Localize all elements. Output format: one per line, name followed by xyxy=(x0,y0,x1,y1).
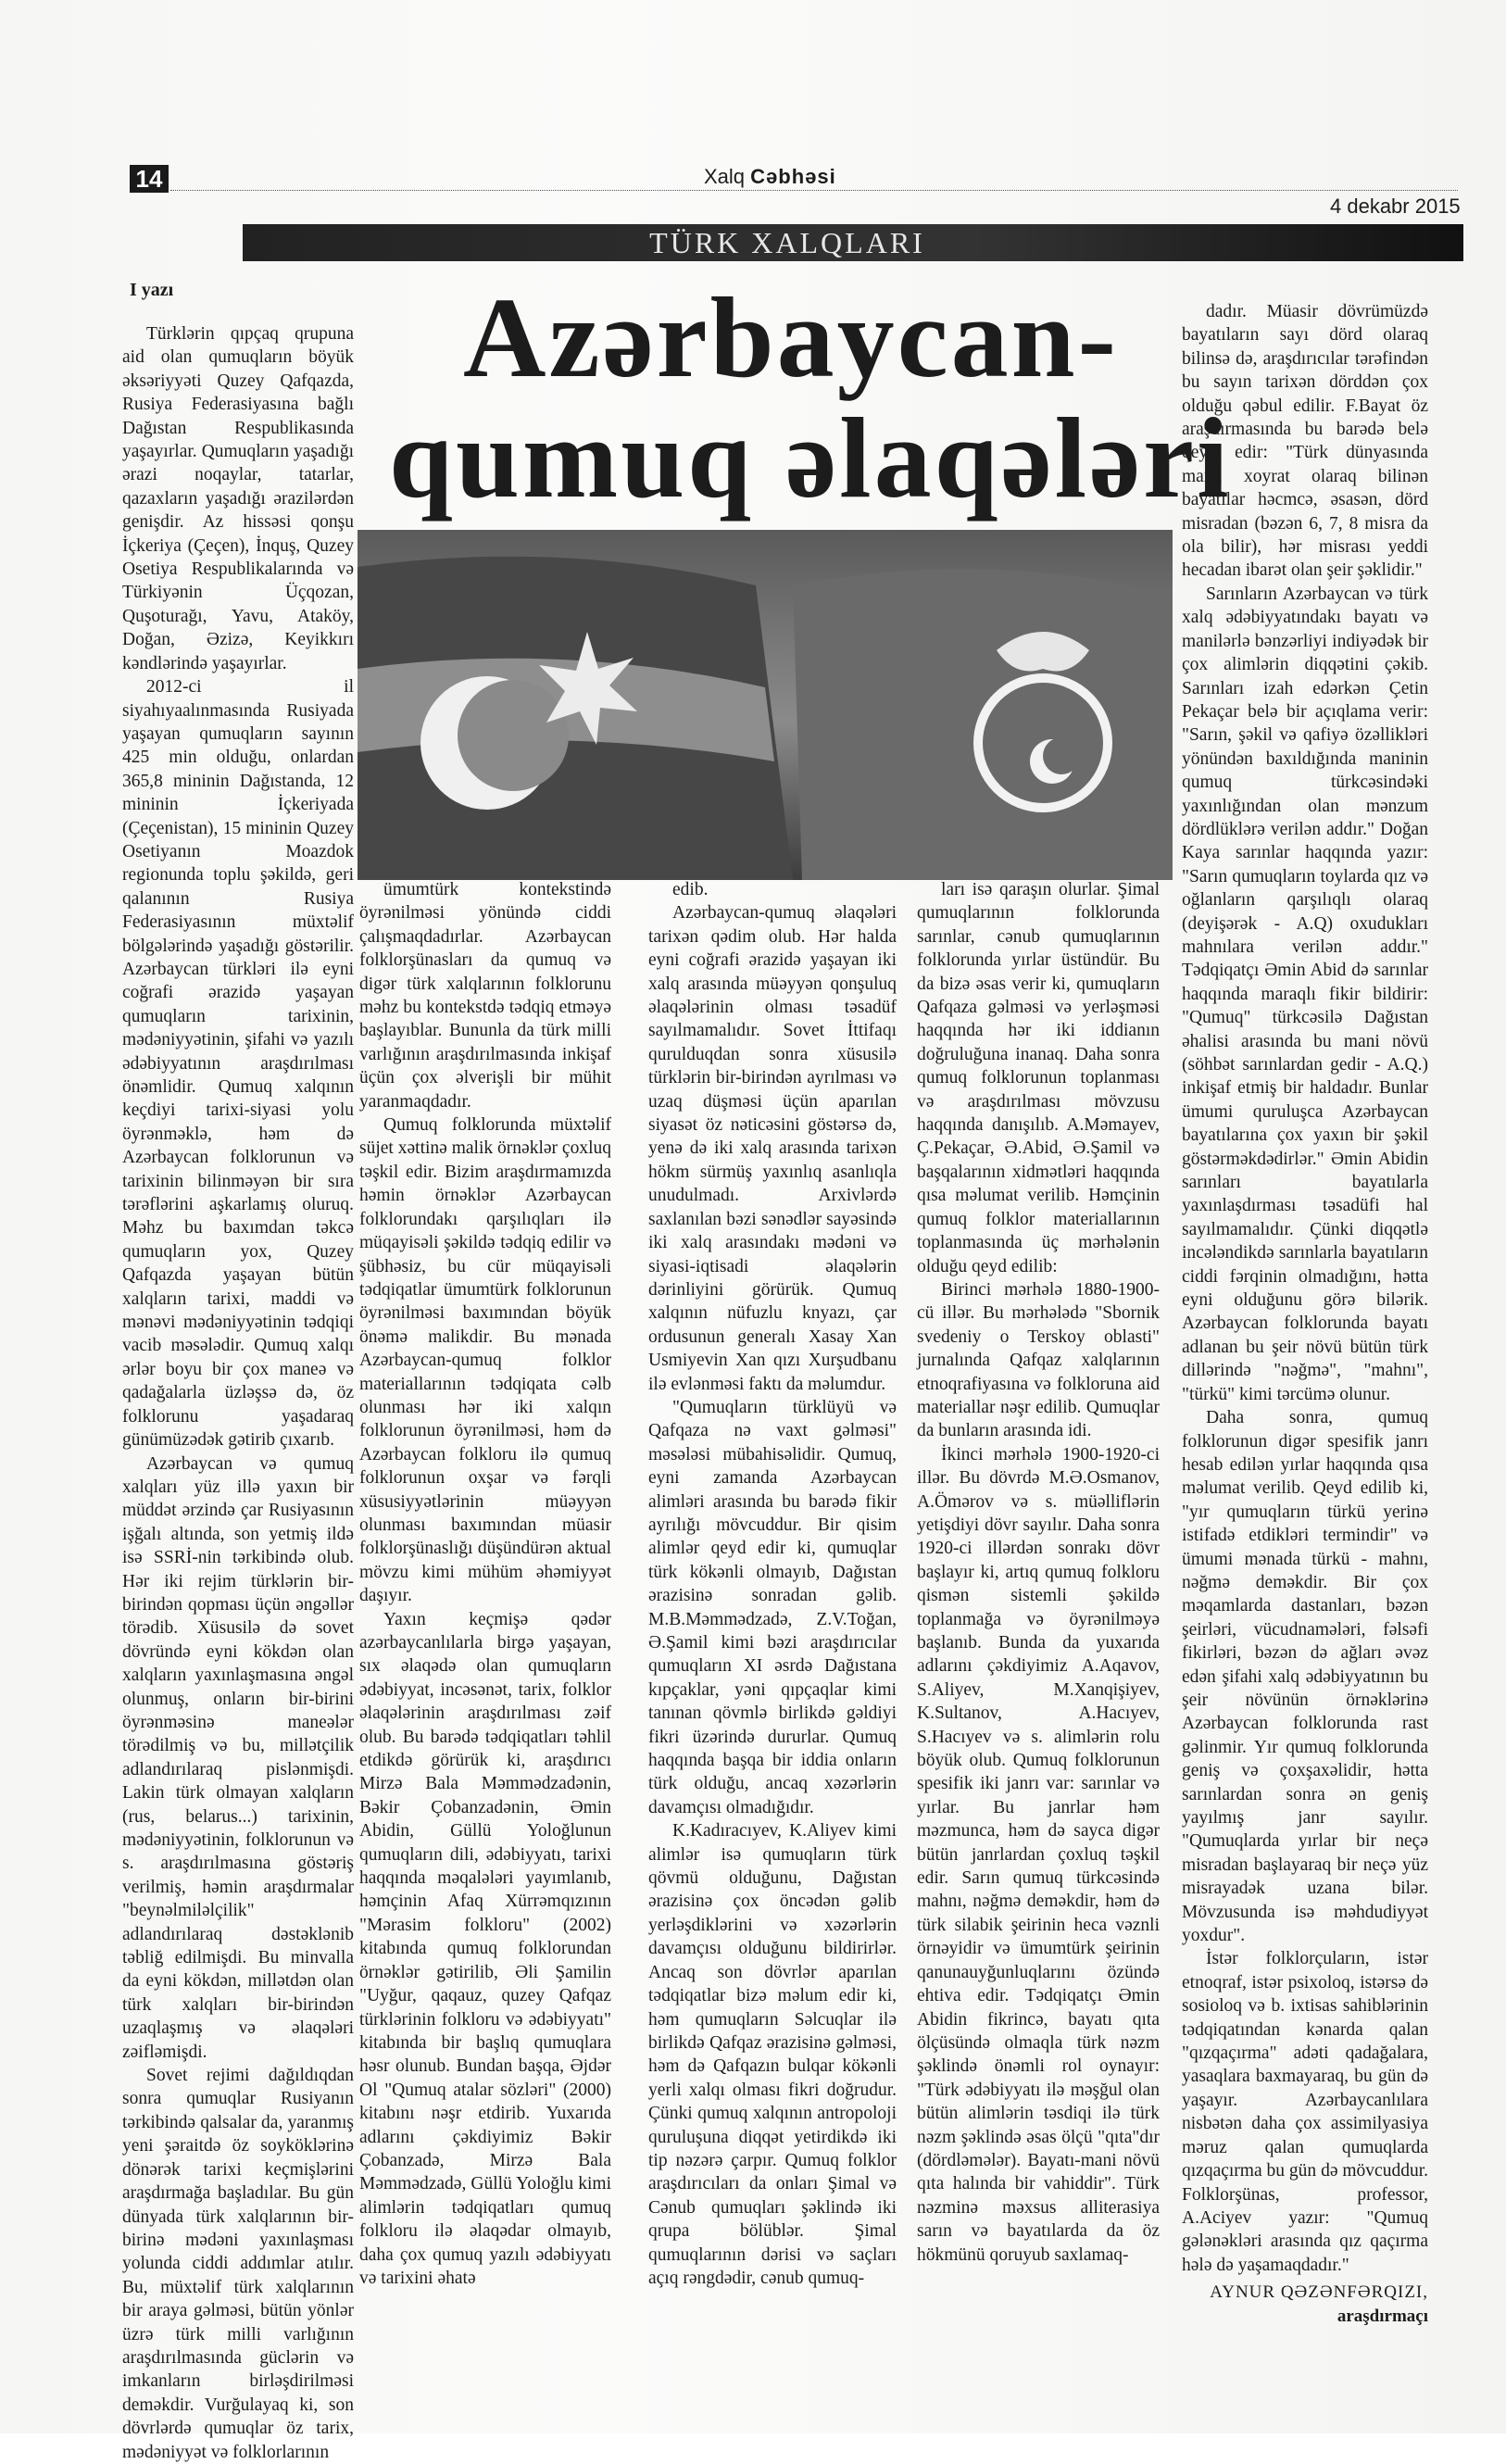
flags-photo-graphic xyxy=(358,530,1173,880)
rubric-title: TÜRK XALQLARI xyxy=(649,226,925,259)
column-2 xyxy=(359,878,611,2290)
paragraph: K.Kadıracıyev, K.Aliyev kimi alimlər isə qumuqların türk qövmü olduğunu, Dağıstan ərazisinə çox öncədən gəlib yerləşdiklərini və xəzərlərin davamçısı olduğunu bildirirlər. Ancaq son dövrlər aparılan tədqiqatlar bizə məlum edir ki, həm qumuqların Səlcuqlar ilə birlikdə Qafqaz ərazisinə gəlməsi, həm də Qafqazın bulqar kökənli yerli xalqı olması fikri doğrudur. Çünki qumuq xalqının antropoloji quruluşuna diqqət yetirdikdə iki tip nəzərə çarpır. Qumuq folklor araşdırıcıları da onları Şimal və Cənub qumuqları şəklində iki qrupa bölüblər. Şimal qumuqlarının dərisi və saçları açıq rəngdədir, cənub qumuq- xyxy=(648,1821,897,2288)
paragraph: Birinci mərhələ 1880-1900-cü illər. Bu mərhələdə "Sbornik svedeniy o Terskoy oblasti" jurnalında Qafqaz xalqlarının etnoqrafiyasına və folkloruna aid materiallar nəşr edilib. Qumuqlar da bunların arasında idi. xyxy=(917,1279,1160,1441)
part-label: I yazı xyxy=(130,280,174,300)
paragraph: Yaxın keçmişə qədər azərbaycanlılarla birgə yaşayan, sıx əlaqədə olan qumuqların ədəbiyyat, incəsənət, tarix, folklor əlaqələrinin araşdırılması zəif olub. Bu barədə tədqiqatları təhlil etdikdə görürük ki, araşdırıcı Mirzə Bala Məmmədzadənin, Bəkir Çobanzadənin, Əmin Abidin, Güllü Yoloğlunun qumuqların dili, ədəbiyyatı, tarixi haqqında məqalələri yayımlanıb, həmçinin Afaq Xürrəmqızının "Mərasim folkloru" (2002) kitabında qumuq folklorundan örnəklər gətirilib, Əli Şamilin "Uyğur, qaqauz, quzey Qafqaz türklərinin folkloru və ədəbiyyatı" kitabında bir başlıq qumuqlara həsr olunub. Bundan başqa, Əjdər Ol "Qumuq atalar sözləri" (2000) kitabını nəşr etdirib. Yuxarıda adlarını çəkdiyimiz Bəkir Çobanzadə, Mirzə Bala Məmmədzadə, Güllü Yoloğlu kimi alimlərin tədqiqatları qumuq folkloru ilə əlaqədar olmayıb, daha çox qumuq yazılı ədəbiyyatı və tarixini əhatə xyxy=(359,1609,611,2288)
paragraph: 2012-ci il siyahıyaalınmasında Rusiyada yaşayan qumuqların sayının 425 min olduğu, onlardan 365,8 mininin Dağıstanda, 12 mininin İçkeriyada (Çeçenistan), 15 mininin Quzey Osetiyanın Moazdok regionunda toplu şəkildə, geri qalanının Rusiya Federasiyasının müxtəlif bölgələrində yaşadığı göstərilir. Azərbaycan türkləri ilə eyni coğrafi ərazidə yaşayan qumuqların tarixinin, mədəniyyətinin, şifahi və yazılı ədəbiyyatının araşdırılması önəmlidir. Qumuq xalqının keçdiyi tarixi-siyasi yolu öyrənməklə, həm də Azərbaycan folklorunun və tarixinin bilinməyən bir sıra tərəflərini aşkarlamış oluruq. Məhz bu baxımdan təkcə qumuqların yox, Quzey Qafqazda yaşayan bütün xalqların tarixi, maddi və mənəvi mədəniyyətinin tədqiqi vacib məsələdir. Qumuq xalqı ərlər boyu bir çox maneə və qadağalarla üzləşsə də, öz folklorunu yaşadaraq günümüzədək gətirib çıxarıb. xyxy=(122,677,354,1451)
paragraph: "Qumuqların türklüyü və Qafqaza nə vaxt gəlməsi" məsələsi mübahisəlidir. Qumuq, eyni zamanda Azərbaycan alimləri arasında bu barədə fikir ayrılığı mövcuddur. Bir qisim alimlər qeyd edir ki, qumuqlar türk kökənli olmayıb, Dağıstan ərazisinə sonradan gəlib. M.B.Məmmədzadə, Z.V.Toğan, Ə.Şamil kimi bəzi araşdırıcılar qumuqların XI əsrdə Dağıstana kıpçaklar, yəni qıpçaqlar kimi tanınan qövmlə birlikdə gəldiyi fikri üzərində dururlar. Qumuq haqqında başqa bir iddia onların türk olduğu, ancaq xəzərlərin davamçısı olmadığıdır. xyxy=(648,1397,897,1817)
paragraph: dadır. Müasir dövrümüzdə bayatıların sayı dörd olaraq bilinsə də, araşdırıcılar tərəfindən bu sayın tarixən dörddən çox olduğu qəbul edilir. F.Bayat öz araşdırmasında bu barədə belə qeyd edir: "Türk dünyasında mani, xoyrat olaraq bilinən bayatılar həcmcə, əsasən, dörd misradan (bəzən 6, 7, 8 misra da ola bilir), hər misrası yeddi hecadan ibarət olan şeir şəklidir." xyxy=(1182,302,1428,581)
author-name: AYNUR QƏZƏNFƏRQIZI, xyxy=(1210,2282,1428,2303)
masthead-prefix: Xalq xyxy=(704,165,746,188)
headline-line-2: qumuq əlaqələri xyxy=(389,395,1232,522)
paragraph: İkinci mərhələ 1900-1920-ci illər. Bu dövrdə M.Ə.Osmanov, A.Ömərov və s. müəlliflərin yetişdiyi dövr sayılır. Daha sonra 1920-ci illərdən sonrakı dövr başlayır ki, artıq qumuq folkloru qismən sistemli şəkildə toplanmağa və öyrənilməyə başlanıb. Bunda da yuxarıda adlarını çəkdiyimiz A.Aqavov, S.Aliyev, M.Xanqişiyev, K.Sultanov, A.Hacıyev, S.Hacıyev və s. alimlərin rolu böyük olub. Qumuq folklorunun spesifik iki janrı var: sarınlar və yırlar. Bu janrlar həm məzmunca, həm də sayca digər bütün janrlardan çoxluq təşkil edir. Sarın qumuq türkcəsində mahnı, nəğmə deməkdir, həm də türk silabik şeirinin heca vəznli örnəyidir və ümumtürk şeirinin qanunauyğunluqlarını özündə ehtiva edir. Tədqiqatçı Əmin Abidin fikrincə, bayatı qıta ölçüsündə olmaqla türk nəzm şəklində önəmli rol oynayır: "Türk ədəbiyyatı ilə məşğul olan bütün alimlərin təsdiqi ilə türk nəzm şəklində əsas ölçü "qıta"dır (dördləmələr). Bayatı-mani növü qıta halında bir vahiddir". Türk nəzminə məxsus alliterasiya sarın və bayatılarda da öz hökmünü qoruyub saxlamaq- xyxy=(917,1444,1160,2265)
paragraph: Sovet rejimi dağıldıqdan sonra qumuqlar Rusiyanın tərkibində qalsalar da, yaranmış yeni şəraitdə öz soyköklərinə dönərək tarixi keçmişlərini araşdırmağa başladılar. Bu gün dünyada türk xalqlarının bir-birinə mədəni yaxınlaşması yolunda ciddi addımlar atılır. Bu, müxtəlif türk xalqlarının bir araya gəlməsi, bütün yönlər üzrə türk milli varlığının araşdırılmasında güclərin və imkanların birləşdirilməsi deməkdir. Vurğulayaq ki, son dövrlərdə qumuqlar öz tarix, mədəniyyət və folklorlarının xyxy=(122,2066,354,2462)
headline-line-1: Azərbaycan- xyxy=(463,274,1119,401)
paragraph: Daha sonra, qumuq folklorunun digər spesifik janrı hesab edilən yırlar haqqında qısa məlumat verilib. Qeyd edilib ki, "yır qumuqların türkü yerinə istifadə etdikləri termindir" və ümumi mənada türkü - mahnı, nəğmə deməkdir. Bir çox məqamlarda dastanları, bəzən şeirləri, vücudnamələri, fəlsəfi fikirləri, bəzən də ağları əvəz edən şifahi xalq ədəbiyyatının bu şeir növünün örnəklərinə Azərbaycan folklorunda rast gəlinmir. Yır qumuq folklorunda geniş və çoxşaxəlidir, hətta sarınlardan sonra ən geniş yayılmış janr sayılır. "Qumuqlarda yırlar bir neçə misradan başlayaraq bir neçə yüz misrayadək uzana bilər. Mövzusunda isə məhdudiyyət yoxdur". xyxy=(1182,1408,1428,1946)
flags-photo xyxy=(358,530,1173,880)
column-1 xyxy=(122,322,354,2464)
paragraph: Azərbaycan və qumuq xalqları yüz illə yaxın bir müddət ərzində çar Rusiyasının işğalı altında, son yetmiş ildə isə SSRİ-nin tərkibində olub. Hər iki rejim türklərin bir-birindən qopması üçün əngəllər törədib. Xüsusilə də sovet dövründə eyni kökdən olan xalqların yaxınlaşmasına əngəl olunmuş, onların bir-birini öyrənməsinə maneələr törədilmiş və bu, millətçilik adlandırılaraq pislənmişdi. Lakin türk olmayan xalqların (rus, belarus...) tarixinin, mədəniyyətinin, folklorunun və s. araşdırılmasına göstəriş verilmiş, həmin araşdırmalar "beynəlmiləlçilik" adlandırılaraq dəstəklənib təbliğ edilmişdi. Bu minvalla da eyni kökdən, millətdən olan türk xalqları bir-birindən uzaqlaşmış və əlaqələri zəifləmişdi. xyxy=(122,1453,354,2062)
paragraph: Azərbaycan-qumuq əlaqələri tarixən qədim olub. Hər halda eyni coğrafi ərazidə yaşayan iki xalq arasında müəyyən qonşuluq əlaqələrinin olması təsadüf sayılmamalıdır. Sovet İttifaqı qurulduqdan sonra xüsusilə türklərin bir-birindən ayrılması və uzaq düşməsi üçün aparılan siyasət öz nəticəsini göstərsə də, yenə də iki xalq arasında tarixən hökm sürmüş yaxınlıq asanlıqla unudulmadı. Arxivlərdə saxlanılan bəzi sənədlər sayəsində iki xalq arasındakı mədəni və siyasi-iqtisadi əlaqələrin dərinliyini görürük. Qumuq xalqının nüfuzlu knyazı, çar ordusunun generalı Xasay Xan Usmiyevin Xan qızı Xurşudbanu ilə evlənməsi faktı da məlumdur. xyxy=(648,903,897,1394)
masthead xyxy=(704,165,836,189)
header-rule xyxy=(170,190,1458,191)
column-4 xyxy=(917,878,1160,2267)
page-number: 14 xyxy=(130,165,169,193)
paragraph: İstər folklorçuların, istər etnoqraf, istər psixoloq, istərsə də sosioloq və b. ixtisas sahiblərinin tədqiqatından kənarda qalan "qızqaçırma" adəti qadağalara, yasaqlara baxmayaraq, bu gün də yaşayır. Azərbaycanlılara nisbətən daha çox assimilyasiya məruz qalan qumuqlarda qızqaçırma bu gün də mövcuddur. Folklorşünas, professor, A.Aciyev yazır: "Qumuq gələnəkləri arasında qız qaçırma hələ də yaşamaqdadır." xyxy=(1182,1949,1428,2275)
paragraph: Qumuq folklorunda müxtəlif süjet xəttinə malik örnəklər çoxluq təşkil edir. Bizim araşdırmamızda həmin örnəklər Azərbaycan folklorundakı qarşılıqları ilə müqayisəli şəkildə tədqiq edilir və şübhəsiz, bu cür müqayisəli tədqiqatlar ümumtürk folklorunun öyrənilməsi baxımından böyük önəmə malikdir. Bu mənada Azərbaycan-qumuq folklor materiallarının tədqiqata cəlb olunması hər iki xalqın folklorunun öyrənilməsi, həm də Azərbaycan folkloru ilə qumuq folklorunun oxşar və fərqli xüsusiyyətlərinin müəyyən olunması baxımından müasir folklorşünaslığı düşündürən aktual mövzu kimi mühüm əhəmiyyət daşıyır. xyxy=(359,1115,611,1606)
paragraph: ümumtürk kontekstində öyrənilməsi yönündə ciddi çalışmaqdadırlar. Azərbaycan folklorşünasları da qumuq və digər türk xalqlarının folklorunu məhz bu kontekstdə tədqiq etməyə başlayıblar. Bununla da türk milli varlığının araşdırılmasında inkişaf üçün çox əlverişli bir mühit yaranmaqdadır. xyxy=(359,880,611,1112)
paragraph: edib. xyxy=(672,880,709,899)
column-3 xyxy=(648,878,897,2290)
emblem-crescent-cut xyxy=(1043,737,1080,774)
paragraph: Sarınların Azərbaycan və türk xalq ədəbiyyatındakı bayatı və manilərlə bənzərliyi indiyədək bir çox alimlərin diqqətini çəkib. Sarınları izah edərkən Çetin Pekaçar belə bir açıqlama verir: "Sarın, şəkil və qafiyə özəllikləri yönündən baxıldığında maninin qumuq türkcəsindəki yaxınlığından olan mənzum dördlüklərə verilən addır." Doğan Kaya sarınlar haqqında yazır: "Sarın qumuqların toylarda qız və oğlanların qarşılıqlı olaraq (deyişərək - A.Q) oxudukları mahnılara verilən addır." Tədqiqatçı Əmin Abid də sarınlar haqqında maraqlı fikir bildirir: "Qumuq" türkcəsilə Dağıstan əhalisi arasında bu mani növü (söhbət sarınlardan gedir - A.Q.) inkişaf etmiş bir haldadır. Bunlar ümumi quruluşca Azərbaycan bayatılarına çox yaxın bir şəkil göstərməkdədirlər." Əmin Abidin sarınları bayatılarla yaxınlaşdırması təsadüfi hal sayılmamalıdır. Çünki diqqətlə incələndikdə sarınlarla bayatıların ciddi fərqinin olmadığını, hətta eyni olduğunu görə bilərik. Azərbaycan folklorunda bayatı adlanan bu şeir növü bütün türk dillərində "nəğmə", "mahnı", "türkü" kimi tərcümə olunur. xyxy=(1182,584,1428,1404)
issue-date: 4 dekabr 2015 xyxy=(1330,195,1461,218)
author-role: araşdırmaçı xyxy=(1337,2306,1428,2326)
crescent-icon-inner xyxy=(458,680,569,791)
paragraph: Türklərin qıpçaq qrupuna aid olan qumuqların böyük əksəriyyəti Quzey Qafqazda, Rusiya Federasiyasına bağlı Dağıstan Respublikasında yaşayırlar. Qumuqların yaşadığı ərazi noqaylar, tatarlar, qazaxların yaşadığı ərazilərdən genişdir. Az hissəsi qonşu İçkeriya (Çeçen), İnquş, Quzey Osetiya Respublikalarında və Türkiyənin Üçqozan, Quşoturağı, Yavu, Ataköy, Doğan, Əzizə, Keyikkırı kəndlərində yaşayırlar. xyxy=(122,324,354,673)
column-5 xyxy=(1182,300,1428,2328)
paragraph: ları isə qaraşın olurlar. Şimal qumuqlarının folklorunda sarınlar, cənub qumuqlarının folklorunda yırlar üstündür. Bu da bizə əsas verir ki, qumuqların Qafqaza gəlməsi və yerləşməsi haqqında hər iki iddianın doğruluğuna inanaq. Daha sonra qumuq folklorunun toplanması və araşdırılması mövzusu haqqında danışılıb. A.Məmayev, Ç.Pekaçar, Ə.Abid, Ə.Şamil və başqalarının xidmətləri haqqında qısa məlumat verilib. Həmçinin qumuq folklor materiallarının toplanmasında üç mərhələnin olduğu qeyd edilib: xyxy=(917,880,1160,1276)
masthead-bold: Cəbhəsi xyxy=(750,165,836,188)
